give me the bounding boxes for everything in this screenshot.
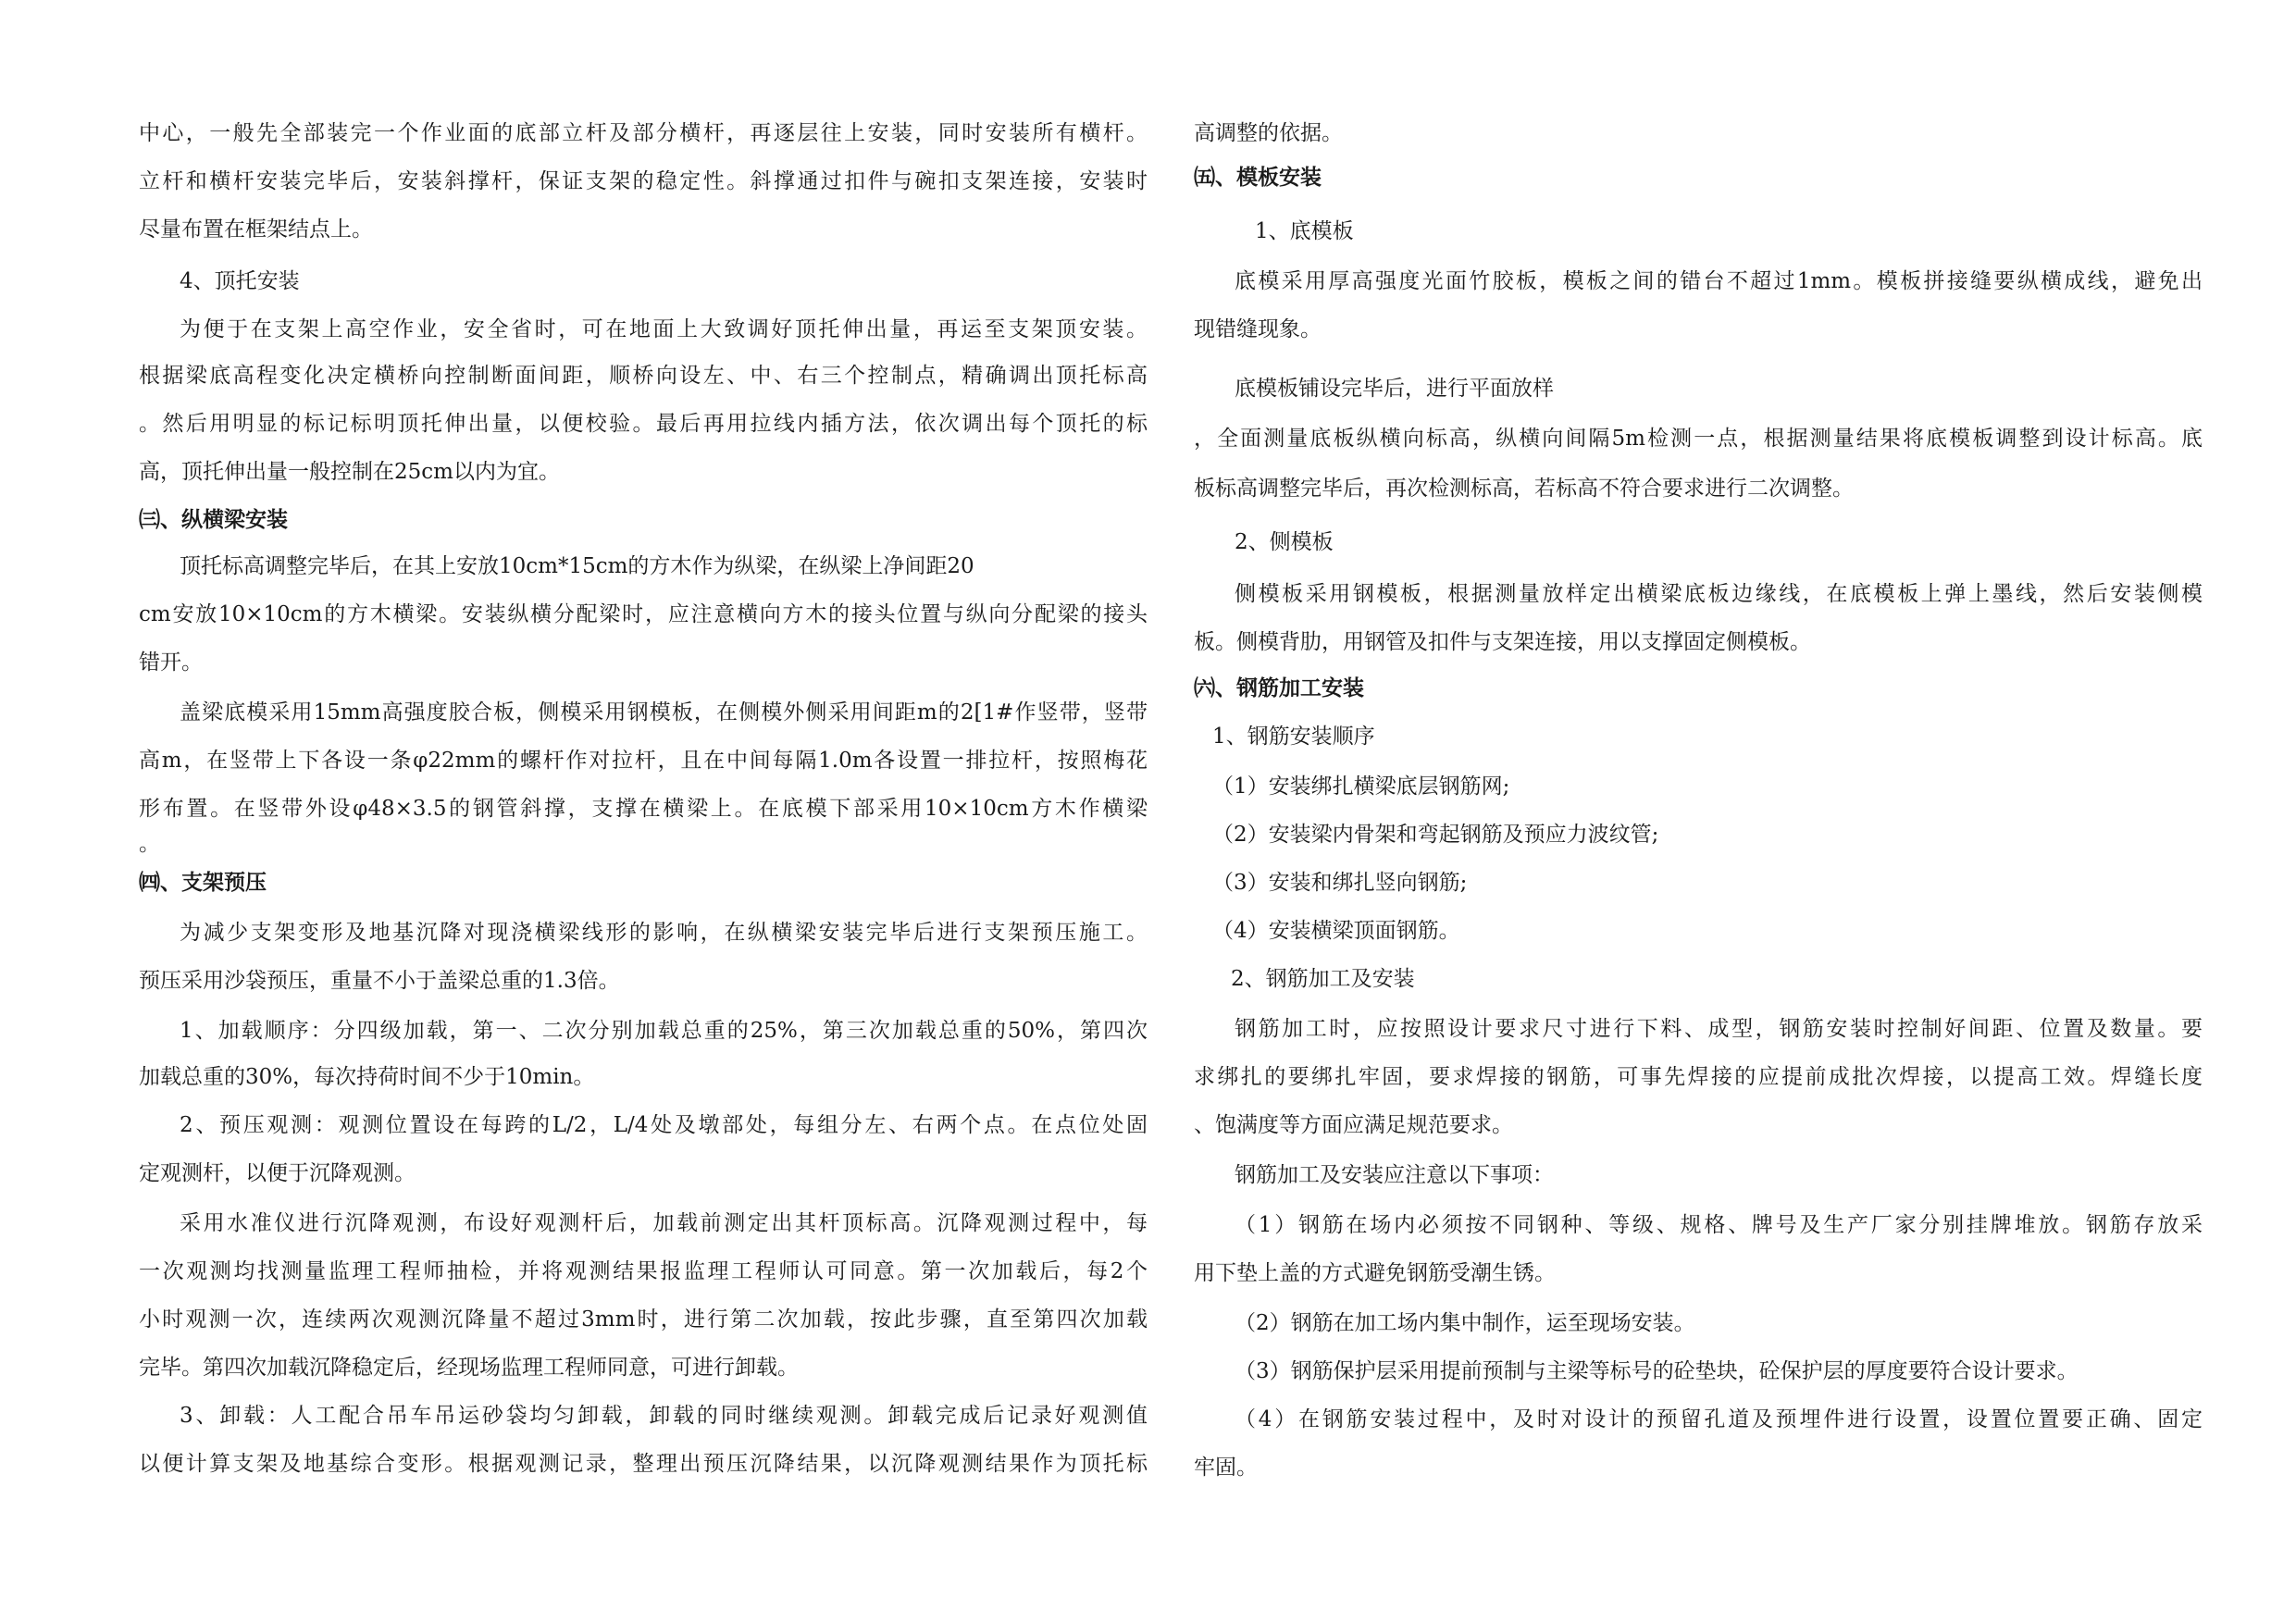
paragraph-line: 盖梁底模采用15mm高强度胶合板，侧模采用钢模板，在侧模外侧采用间距m的2[1#作竖带，竖带 bbox=[180, 700, 1148, 725]
list-item: （3）安装和绑扎竖向钢筋; bbox=[1212, 871, 1468, 895]
paragraph-line: 底模板铺设完毕后，进行平面放样 bbox=[1235, 377, 1554, 401]
list-item: （4）在钢筋安装过程中，及时对设计的预留孔道及预埋件进行设置，设置位置要正确、固定 bbox=[1235, 1407, 2203, 1431]
sub-heading: 1、底模板 bbox=[1255, 219, 1354, 243]
paragraph-line: 预压采用沙袋预压，重量不小于盖梁总重的1.3倍。 bbox=[139, 969, 620, 993]
paragraph-line: 。 bbox=[139, 832, 160, 856]
paragraph-line: 一次观测均找测量监理工程师抽检，并将观测结果报监理工程师认可同意。第一次加载后，每2个 bbox=[139, 1259, 1148, 1283]
sub-heading: 4、顶托安装 bbox=[180, 269, 300, 293]
paragraph-line: 完毕。第四次加载沉降稳定后，经现场监理工程师同意，可进行卸载。 bbox=[139, 1356, 799, 1380]
paragraph-line: 为减少支架变形及地基沉降对现浇横梁线形的影响，在纵横梁安装完毕后进行支架预压施工。 bbox=[180, 921, 1148, 945]
paragraph-line: 牢固。 bbox=[1194, 1456, 1258, 1480]
paragraph-line: 高调整的依据。 bbox=[1194, 121, 1343, 145]
paragraph-line: ，全面测量底板纵横向标高，纵横向间隔5m检测一点，根据测量结果将底模板调整到设计标高。底 bbox=[1194, 427, 2203, 451]
section-heading: ㈢、纵横梁安装 bbox=[139, 507, 288, 532]
paragraph-line: 定观测杆，以便于沉降观测。 bbox=[139, 1161, 416, 1185]
paragraph-line: 求绑扎的要绑扎牢固，要求焊接的钢筋，可事先焊接的应提前成批次焊接，以提高工效。焊缝长度 bbox=[1194, 1065, 2203, 1089]
paragraph-line: 根据梁底高程变化决定横桥向控制断面间距，顺桥向设左、中、右三个控制点，精确调出顶托标高 bbox=[139, 364, 1148, 388]
section-heading: ㈣、支架预压 bbox=[139, 870, 267, 895]
paragraph-line: 小时观测一次，连续两次观测沉降量不超过3mm时，进行第二次加载，按此步骤，直至第四次加载 bbox=[139, 1307, 1148, 1332]
paragraph-line: 顶托标高调整完毕后，在其上安放10cm*15cm的方木作为纵梁，在纵梁上净间距20 bbox=[180, 554, 974, 578]
paragraph-line: 。然后用明显的标记标明顶托伸出量，以便校验。最后再用拉线内插方法，依次调出每个顶托的标 bbox=[139, 412, 1148, 436]
paragraph-line: 采用水准仪进行沉降观测，布设好观测杆后，加载前测定出其杆顶标高。沉降观测过程中，每 bbox=[180, 1211, 1148, 1235]
paragraph-line: 形布置。在竖带外设φ48×3.5的钢管斜撑，支撑在横梁上。在底模下部采用10×10cm方木作横梁 bbox=[139, 797, 1148, 821]
list-item: （3）钢筋保护层采用提前预制与主梁等标号的砼垫块，砼保护层的厚度要符合设计要求。 bbox=[1235, 1359, 2079, 1383]
paragraph-line: 为便于在支架上高空作业，安全省时，可在地面上大致调好顶托伸出量，再运至支架顶安装。 bbox=[180, 317, 1148, 341]
paragraph-line: 以便计算支架及地基综合变形。根据观测记录，整理出预压沉降结果，以沉降观测结果作为顶托标 bbox=[139, 1452, 1148, 1476]
list-item: （1）安装绑扎横梁底层钢筋网; bbox=[1212, 774, 1510, 799]
paragraph-line: 中心，一般先全部装完一个作业面的底部立杆及部分横杆，再逐层往上安装，同时安装所有横杆。 bbox=[139, 121, 1148, 145]
paragraph-line: 3、卸载：人工配合吊车吊运砂袋均匀卸载，卸载的同时继续观测。卸载完成后记录好观测值 bbox=[180, 1404, 1148, 1428]
list-item: （1）钢筋在场内必须按不同钢种、等级、规格、牌号及生产厂家分别挂牌堆放。钢筋存放采 bbox=[1235, 1213, 2203, 1237]
paragraph-line: 、饱满度等方面应满足规范要求。 bbox=[1194, 1113, 1513, 1137]
section-heading: ㈤、模板安装 bbox=[1194, 165, 1322, 190]
paragraph-line: 钢筋加工及安装应注意以下事项： bbox=[1235, 1163, 1554, 1187]
paragraph-line: 侧模板采用钢模板，根据测量放样定出横梁底板边缘线，在底模板上弹上墨线，然后安装侧模 bbox=[1235, 582, 2203, 606]
paragraph-line: 钢筋加工时，应按照设计要求尺寸进行下料、成型，钢筋安装时控制好间距、位置及数量。要 bbox=[1235, 1017, 2203, 1041]
paragraph-line: 错开。 bbox=[139, 650, 203, 675]
paragraph-line: 底模采用厚高强度光面竹胶板，模板之间的错台不超过1mm。模板拼接缝要纵横成线，避免出 bbox=[1235, 269, 2203, 293]
paragraph-line: 1、加载顺序：分四级加载，第一、二次分别加载总重的25%，第三次加载总重的50%，第四次 bbox=[180, 1019, 1148, 1043]
paragraph-line: 高，顶托伸出量一般控制在25cm以内为宜。 bbox=[139, 460, 560, 484]
sub-heading: 1、钢筋安装顺序 bbox=[1212, 725, 1375, 749]
paragraph-line: 立杆和横杆安装完毕后，安装斜撑杆，保证支架的稳定性。斜撑通过扣件与碗扣支架连接，安装时 bbox=[139, 169, 1148, 193]
list-item: （4）安装横梁顶面钢筋。 bbox=[1212, 919, 1460, 943]
list-item: （2）钢筋在加工场内集中制作，运至现场安装。 bbox=[1235, 1311, 1695, 1335]
paragraph-line: 2、预压观测：观测位置设在每跨的L/2，L/4处及墩部处，每组分左、右两个点。在点位处固 bbox=[180, 1113, 1148, 1137]
paragraph-line: 加载总重的30%，每次持荷时间不少于10min。 bbox=[139, 1065, 595, 1089]
list-item: （2）安装梁内骨架和弯起钢筋及预应力波纹管; bbox=[1212, 823, 1659, 847]
paragraph-line: 板。侧模背肋，用钢管及扣件与支架连接，用以支撑固定侧模板。 bbox=[1194, 630, 1811, 654]
paragraph-line: 板标高调整完毕后，再次检测标高，若标高不符合要求进行二次调整。 bbox=[1194, 477, 1854, 501]
paragraph-line: 高m，在竖带上下各设一条φ22mm的螺杆作对拉杆，且在中间每隔1.0m各设置一排拉杆，按照梅花 bbox=[139, 749, 1148, 773]
paragraph-line: 用下垫上盖的方式避免钢筋受潮生锈。 bbox=[1194, 1261, 1556, 1285]
paragraph-line: cm安放10×10cm的方木横梁。安装纵横分配梁时，应注意横向方木的接头位置与纵向分配梁的接头 bbox=[139, 602, 1148, 626]
paragraph-line: 尽量布置在框架结点上。 bbox=[139, 217, 373, 242]
section-heading: ㈥、钢筋加工安装 bbox=[1194, 675, 1364, 700]
sub-heading: 2、侧模板 bbox=[1235, 530, 1334, 554]
sub-heading: 2、钢筋加工及安装 bbox=[1231, 967, 1415, 991]
paragraph-line: 现错缝现象。 bbox=[1194, 317, 1322, 341]
